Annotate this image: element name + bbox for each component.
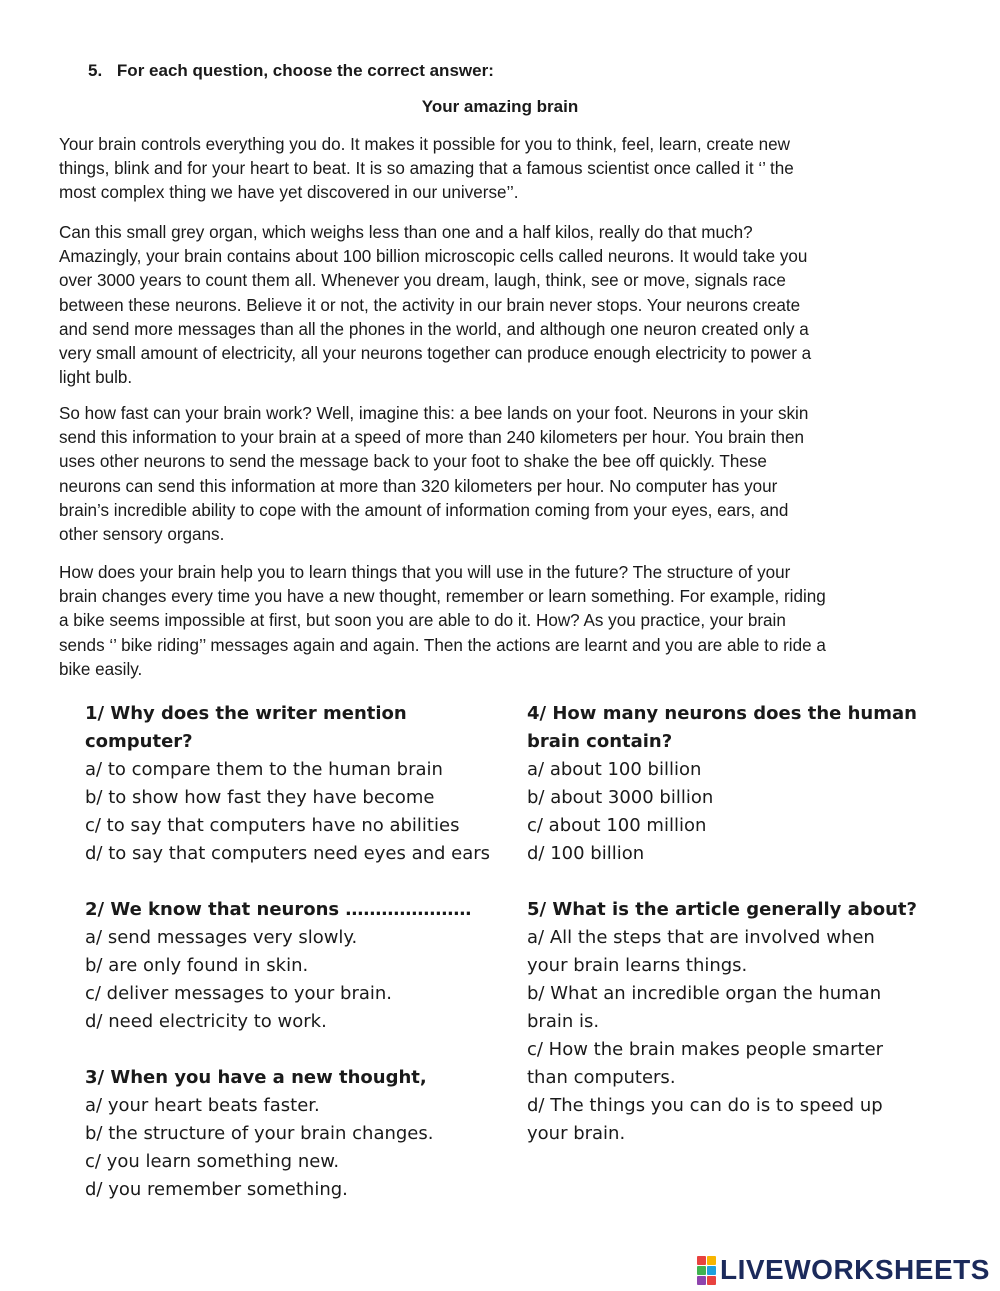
answer-option[interactable]: b/ the structure of your brain changes. [85, 1123, 434, 1144]
question-stem: 2/ We know that neurons ………………… [85, 899, 472, 920]
paragraph-4 [59, 561, 949, 682]
paragraph-line: and send more messages than all the phones in the world, and although one neuron created only a [59, 319, 809, 339]
logo-block [697, 1276, 706, 1285]
question-stem: 4/ How many neurons does the human [527, 703, 917, 724]
paragraph-line: a bike seems impossible at first, but soon you are able to do it. How? As you practice, your brain [59, 611, 786, 631]
answer-option[interactable]: d/ to say that computers need eyes and ears [85, 843, 491, 864]
logo-block [707, 1256, 716, 1265]
instruction-text: For each question, choose the correct answer: [116, 61, 494, 80]
paragraph-line: other sensory organs. [59, 525, 225, 545]
answer-option[interactable]: c/ to say that computers have no abilities [85, 815, 460, 836]
paragraph-line: uses other neurons to send the message back to your foot to shake the bee off quickly. These [59, 452, 767, 472]
paragraph-line: sends ‘’ bike riding’’ messages again and again. Then the actions are learnt and you are able to ride a [59, 635, 826, 655]
answer-option[interactable]: d/ you remember something. [85, 1179, 348, 1200]
question-5 [527, 896, 947, 1148]
logo-block [707, 1276, 716, 1285]
answer-option[interactable]: a/ about 100 billion [527, 759, 702, 780]
question-stem: brain contain? [527, 731, 673, 752]
answer-option[interactable]: a/ your heart beats faster. [85, 1095, 320, 1116]
answer-option[interactable]: c/ deliver messages to your brain. [85, 983, 393, 1004]
answer-option[interactable]: c/ How the brain makes people smarter [527, 1039, 884, 1060]
answer-option[interactable]: b/ about 3000 billion [527, 787, 714, 808]
paragraph-line: light bulb. [59, 368, 133, 388]
answer-option[interactable]: b/ to show how fast they have become [85, 787, 435, 808]
logo-block [697, 1256, 706, 1265]
logo-block [707, 1266, 716, 1275]
question-3 [85, 1064, 505, 1204]
question-stem: computer? [85, 731, 193, 752]
question-number: 5. [88, 61, 103, 80]
questions-right-column [527, 700, 947, 1176]
answer-option[interactable]: a/ send messages very slowly. [85, 927, 358, 948]
paragraph-line: bike easily. [59, 659, 143, 679]
question-stem: 5/ What is the article generally about? [527, 899, 917, 920]
answer-option[interactable]: d/ need electricity to work. [85, 1011, 327, 1032]
paragraph-line: over 3000 years to count them all. Whenever you dream, laugh, think, see or move, signals race [59, 271, 786, 291]
paragraph-line: things, blink and for your heart to beat. It is so amazing that a famous scientist once called it ‘’ the [59, 159, 794, 179]
paragraph-line: Your brain controls everything you do. It makes it possible for you to think, feel, learn, create new [59, 135, 790, 154]
paragraph-line: Amazingly, your brain contains about 100 billion microscopic cells called neurons. It would take you [59, 247, 808, 267]
liveworksheets-logo [697, 1252, 990, 1288]
question-stem: 1/ Why does the writer mention [85, 703, 407, 724]
question-1 [85, 700, 505, 868]
logo-text: LIVEWORKSHEETS [720, 1254, 990, 1285]
answer-option[interactable]: c/ you learn something new. [85, 1151, 340, 1172]
paragraph-line: So how fast can your brain work? Well, imagine this: a bee lands on your foot. Neurons in your skin [59, 404, 809, 423]
paragraph-line: Can this small grey organ, which weighs less than one and a half kilos, really do that much? [59, 223, 753, 242]
answer-option-continued[interactable]: your brain learns things. [527, 955, 748, 976]
paragraph-2 [59, 221, 949, 390]
question-stem: 3/ When you have a new thought, [85, 1067, 427, 1088]
instruction-heading [88, 60, 494, 82]
paragraph-line: brain changes every time you have a new thought, remember or learn something. For example, riding [59, 587, 826, 607]
paragraph-line: neurons can send this information at more than 320 kilometers per hour. No computer has your [59, 476, 778, 496]
paragraph-line: send this information to your brain at a speed of more than 240 kilometers per hour. You brain then [59, 428, 804, 448]
answer-option[interactable]: c/ about 100 million [527, 815, 707, 836]
logo-blocks-icon [697, 1256, 716, 1285]
paragraph-line: very small amount of electricity, all your neurons together can produce enough electricity to power a [59, 344, 812, 364]
questions-left-column [85, 700, 505, 1232]
answer-option[interactable]: a/ All the steps that are involved when [527, 927, 875, 948]
answer-option-continued[interactable]: your brain. [527, 1123, 626, 1144]
paragraph-1 [59, 133, 949, 206]
answer-option-continued[interactable]: than computers. [527, 1067, 676, 1088]
answer-option[interactable]: b/ are only found in skin. [85, 955, 309, 976]
question-4 [527, 700, 947, 868]
answer-option[interactable]: b/ What an incredible organ the human [527, 983, 882, 1004]
article-title: Your amazing brain [421, 97, 579, 116]
paragraph-line: How does your brain help you to learn things that you will use in the future? The structure of your [59, 563, 791, 582]
logo-block [697, 1266, 706, 1275]
question-2 [85, 896, 505, 1036]
answer-option[interactable]: a/ to compare them to the human brain [85, 759, 443, 780]
answer-option[interactable]: d/ 100 billion [527, 843, 645, 864]
answer-option-continued[interactable]: brain is. [527, 1011, 600, 1032]
paragraph-3 [59, 402, 949, 547]
answer-option[interactable]: d/ The things you can do is to speed up [527, 1095, 883, 1116]
paragraph-line: brain’s incredible ability to cope with the amount of information coming from your eyes, ears, and [59, 500, 789, 520]
paragraph-line: between these neurons. Believe it or not, the activity in our brain never stops. Your neurons create [59, 295, 801, 315]
paragraph-line: most complex thing we have yet discovered in our universe’’. [59, 183, 519, 203]
